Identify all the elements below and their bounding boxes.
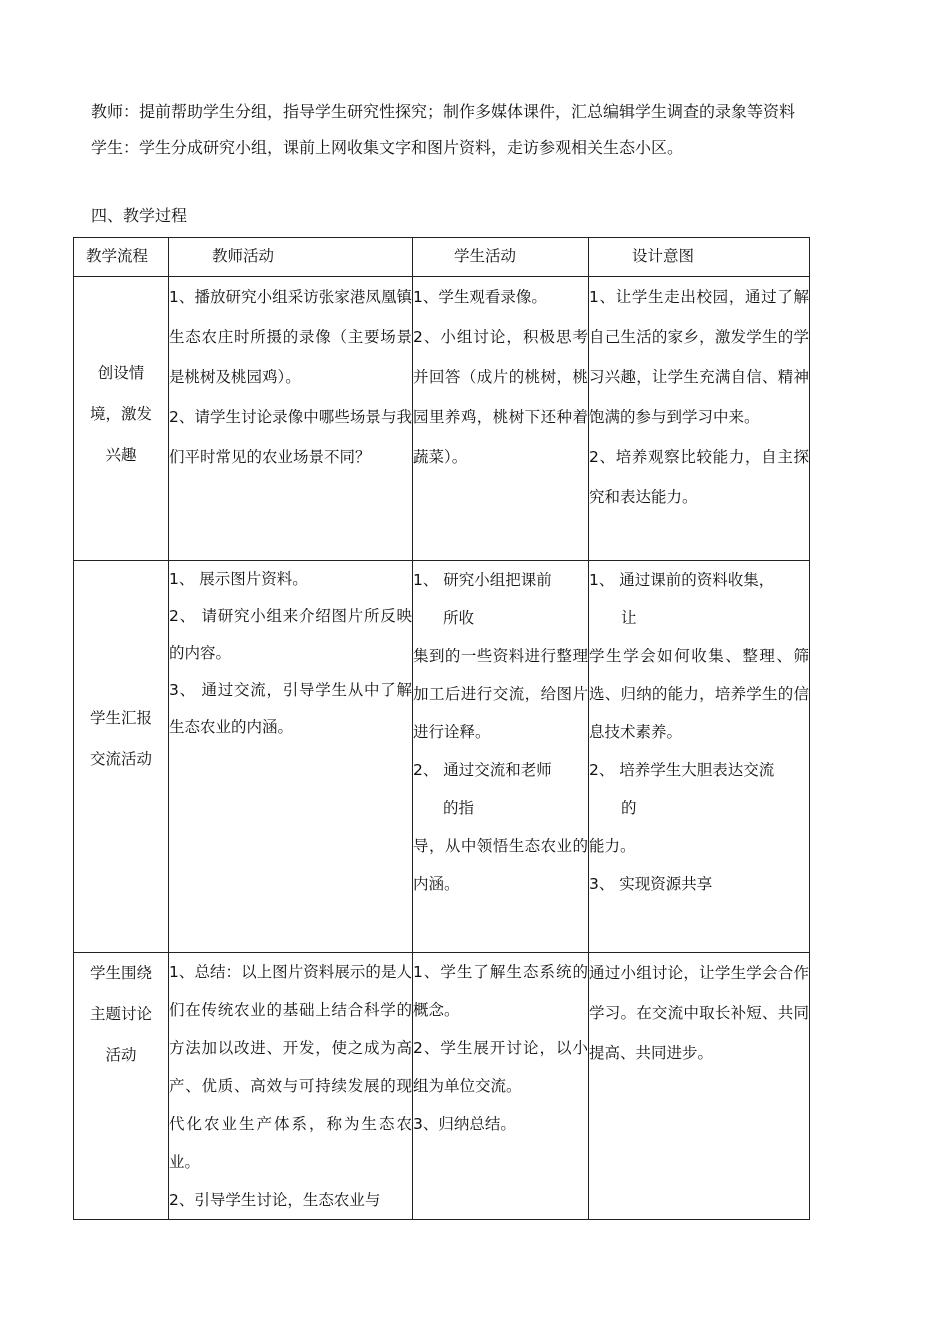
stage-label-line: 学生汇报 [89,709,152,727]
teacher-activity-item: 2、 请研究小组来介绍图片所反映的内容。 [169,607,412,662]
stage-label-line: 交流活动 [89,750,152,768]
design-intent-item: 的 [621,799,637,817]
header-cell [169,238,413,277]
stage-label-line: 主题讨论 [89,1005,152,1023]
stage-cell [74,953,169,1220]
student-activity-item: 的指 [443,799,475,817]
student-activity-item: 集到的一些资料进行整理加工后进行交流，给图片进行诠释。 [413,647,588,741]
stage-label-line: 创设情 [97,364,145,382]
table-header-row [74,238,810,277]
teacher-activity-item: 2、请学生讨论录像中哪些场景与我们平时常见的农业场景不同？ [169,408,412,466]
teacher-activity-item: 1、播放研究小组采访张家港凤凰镇生态农庄时所摄的录像（主要场景是桃树及桃园鸡）。 [169,288,412,386]
table-row [74,953,810,1220]
student-activity-item: 2、 通过交流和老师 [413,761,552,779]
teacher-activity-item: 1、 展示图片资料。 [169,570,308,588]
student-preparation-text: 学生：学生分成研究小组，课前上网收集文字和图片资料，走访参观相关生态小区。 [91,138,684,157]
student-activity-item: 1、学生观看录像。 [413,288,547,306]
design-intent-cell [589,277,810,561]
design-intent-cell [589,953,810,1220]
student-activity-item: 2、学生展开讨论，以小组为单位交流。 [413,1039,588,1095]
stage-label-line: 学生围绕 [89,964,152,982]
design-intent-cell [589,561,810,953]
section-heading: 四、教学过程 [91,206,188,225]
stage-cell [74,277,169,561]
design-intent-item: 通过小组讨论，让学生学会合作学习。在交流中取长补短、共同提高、共同进步。 [589,964,809,1062]
header-cell [589,238,810,277]
student-activity-cell [413,953,589,1220]
table-row [74,561,810,953]
student-activity-item: 3、归纳总结。 [413,1115,516,1133]
stage-cell [74,561,169,953]
teacher-preparation-text: 教师：提前帮助学生分组，指导学生研究性探究；制作多媒体课件，汇总编辑学生调查的录象等资料 [91,102,796,121]
student-activity-item: 所收 [443,609,475,627]
student-activity-item: 2、小组讨论，积极思考并回答（成片的桃树，桃园里养鸡，桃树下还种着蔬菜）。 [413,328,588,466]
student-activity-cell [413,277,589,561]
teacher-activity-cell [169,953,413,1220]
design-intent-item: 能力。 [589,837,636,855]
teacher-activity-cell [169,277,413,561]
header-design-intent: 设计意图 [632,247,695,265]
stage-label-line: 兴趣 [105,446,137,464]
header-teacher-activity: 教师活动 [212,247,275,265]
student-activity-item: 1、学生了解生态系统的概念。 [413,963,588,1019]
table-row [74,277,810,561]
design-intent-item: 1、让学生走出校园，通过了解自己生活的家乡，激发学生的学习兴趣，让学生充满自信、精神饱满的参与到学习中来。 [589,288,809,426]
student-activity-cell [413,561,589,953]
design-intent-item: 让 [621,609,637,627]
header-cell [74,238,169,277]
teacher-activity-item: 3、 通过交流，引导学生从中了解生态农业的内涵。 [169,681,412,736]
teacher-activity-item: 2、引导学生讨论，生态农业与 [169,1191,381,1209]
stage-label-line: 活动 [105,1046,137,1064]
design-intent-item: 2、 培养学生大胆表达交流 [589,761,775,779]
student-activity-item: 导，从中领悟生态农业的内涵。 [413,837,588,893]
stage-label-line: 境，激发 [89,405,152,423]
design-intent-item: 1、 通过课前的资料收集， [589,571,775,589]
teaching-process-table [73,237,810,1220]
header-stage: 教学流程 [86,247,149,265]
design-intent-item: 3、 实现资源共享 [589,875,713,893]
header-student-activity: 学生活动 [454,247,517,265]
teacher-activity-item: 1、总结：以上图片资料展示的是人们在传统农业的基础上结合科学的方法加以改进、开发，使之成为高产、优质、高效与可持续发展的现代化农业生产体系，称为生态农业。 [169,963,412,1171]
header-cell [413,238,589,277]
design-intent-item: 2、培养观察比较能力，自主探究和表达能力。 [589,448,809,506]
student-activity-item: 1、 研究小组把课前 [413,571,552,589]
design-intent-item: 学生学会如何收集、整理、筛选、归纳的能力，培养学生的信息技术素养。 [589,647,809,741]
teacher-activity-cell [169,561,413,953]
